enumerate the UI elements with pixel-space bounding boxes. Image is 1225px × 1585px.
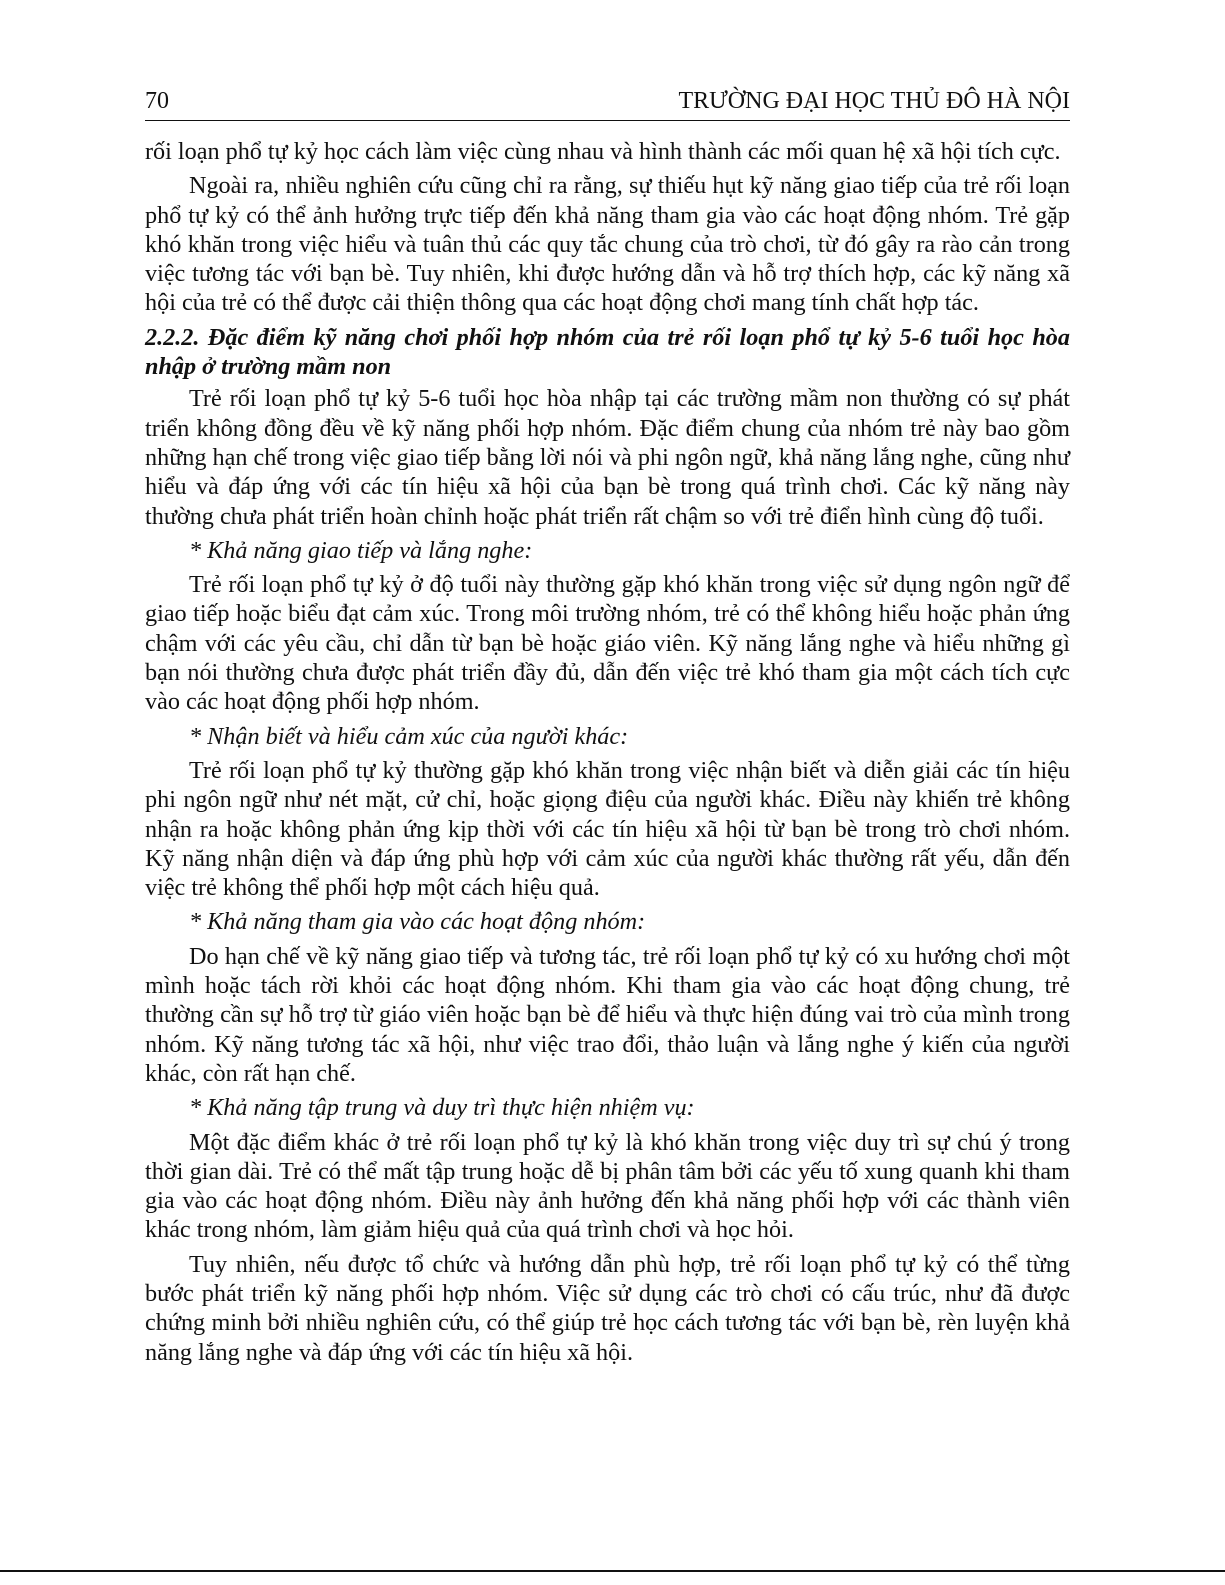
paragraph: Tuy nhiên, nếu được tổ chức và hướng dẫn phù hợp, trẻ rối loạn phổ tự kỷ có thể từng bước phát triển kỹ năng phối hợp nhóm. Việc sử dụng các trò chơi có cấu trúc, như đã được chứng minh bởi nhiều nghiên cứu, có thể giúp trẻ học cách tương tác với bạn bè, rèn luyện khả năng lắng nghe và đáp ứng với các tín hiệu xã hội. bbox=[145, 1250, 1070, 1366]
page-number: 70 bbox=[145, 88, 169, 114]
running-head: TRƯỜNG ĐẠI HỌC THỦ ĐÔ HÀ NỘI bbox=[678, 88, 1070, 114]
paragraph: Trẻ rối loạn phổ tự kỷ thường gặp khó khăn trong việc nhận biết và diễn giải các tín hiệu phi ngôn ngữ như nét mặt, cử chỉ, hoặc giọng điệu của người khác. Điều này khiến trẻ không nhận ra hoặc không phản ứng kịp thời với các tín hiệu xã hội từ bạn bè trong trò chơi nhóm. Kỹ năng nhận diện và đáp ứng phù hợp với cảm xúc của người khác thường rất yếu, dẫn đến việc trẻ không thể phối hợp một cách hiệu quả. bbox=[145, 756, 1070, 902]
paragraph: Ngoài ra, nhiều nghiên cứu cũng chỉ ra rằng, sự thiếu hụt kỹ năng giao tiếp của trẻ rối loạn phổ tự kỷ có thể ảnh hưởng trực tiếp đến khả năng tham gia vào các hoạt động nhóm. Trẻ gặp khó khăn trong việc hiểu và tuân thủ các quy tắc chung của trò chơi, từ đó gây ra rào cản trong việc tương tác với bạn bè. Tuy nhiên, khi được hướng dẫn và hỗ trợ thích hợp, các kỹ năng xã hội của trẻ có thể được cải thiện thông qua các hoạt động chơi mang tính chất hợp tác. bbox=[145, 172, 1070, 317]
paragraph: Một đặc điểm khác ở trẻ rối loạn phổ tự kỷ là khó khăn trong việc duy trì sự chú ý trong thời gian dài. Trẻ có thể mất tập trung hoặc dễ bị phân tâm bởi các yếu tố xung quanh khi tham gia vào các hoạt động nhóm. Điều này ảnh hưởng đến khả năng phối hợp với các thành viên khác trong nhóm, làm giảm hiệu quả của quá trình chơi và học hỏi. bbox=[145, 1128, 1070, 1244]
subheading-emotion-recognition: * Nhận biết và hiểu cảm xúc của người khác: bbox=[189, 722, 629, 750]
section-heading: 2.2.2. Đặc điểm kỹ năng chơi phối hợp nhóm của trẻ rối loạn phổ tự kỷ 5-6 tuổi học hòa nhập ở trường mầm non bbox=[145, 323, 1070, 381]
subheading-attention: * Khả năng tập trung và duy trì thực hiện nhiệm vụ: bbox=[189, 1094, 695, 1122]
subheading-communication: * Khả năng giao tiếp và lắng nghe: bbox=[189, 536, 533, 564]
paragraph: Trẻ rối loạn phổ tự kỷ 5-6 tuổi học hòa nhập tại các trường mầm non thường có sự phát triển không đồng đều về kỹ năng phối hợp nhóm. Đặc điểm chung của nhóm trẻ này bao gồm những hạn chế trong việc giao tiếp bằng lời nói và phi ngôn ngữ, khả năng lắng nghe, cũng như hiểu và đáp ứng với các tín hiệu xã hội của bạn bè trong quá trình chơi. Các kỹ năng này thường chưa phát triển hoàn chỉnh hoặc phát triển rất chậm so với trẻ điển hình cùng độ tuổi. bbox=[145, 385, 1070, 530]
paragraph-continued: rối loạn phổ tự kỷ học cách làm việc cùng nhau và hình thành các mối quan hệ xã hội tích cực. bbox=[145, 138, 1061, 165]
subheading-group-participation: * Khả năng tham gia vào các hoạt động nhóm: bbox=[189, 908, 646, 936]
paragraph: Do hạn chế về kỹ năng giao tiếp và tương tác, trẻ rối loạn phổ tự kỷ có xu hướng chơi một mình hoặc tách rời khỏi các hoạt động nhóm. Khi tham gia vào các hoạt động chung, trẻ thường cần sự hỗ trợ từ giáo viên hoặc bạn bè để hiểu và thực hiện đúng vai trò của mình trong nhóm. Kỹ năng tương tác xã hội, như việc trao đổi, thảo luận và lắng nghe ý kiến của người khác, còn rất hạn chế. bbox=[145, 942, 1070, 1087]
body-text bbox=[145, 137, 1070, 1372]
page-bottom-rule bbox=[0, 1570, 1225, 1572]
page-header bbox=[145, 86, 1070, 121]
paragraph: Trẻ rối loạn phổ tự kỷ ở độ tuổi này thường gặp khó khăn trong việc sử dụng ngôn ngữ để giao tiếp hoặc biểu đạt cảm xúc. Trong môi trường nhóm, trẻ có thể không hiểu hoặc phản ứng chậm với các yêu cầu, chỉ dẫn từ bạn bè hoặc giáo viên. Kỹ năng lắng nghe và hiểu những gì bạn nói thường chưa được phát triển đầy đủ, dẫn đến việc trẻ khó tham gia một cách tích cực vào các hoạt động phối hợp nhóm. bbox=[145, 571, 1070, 716]
